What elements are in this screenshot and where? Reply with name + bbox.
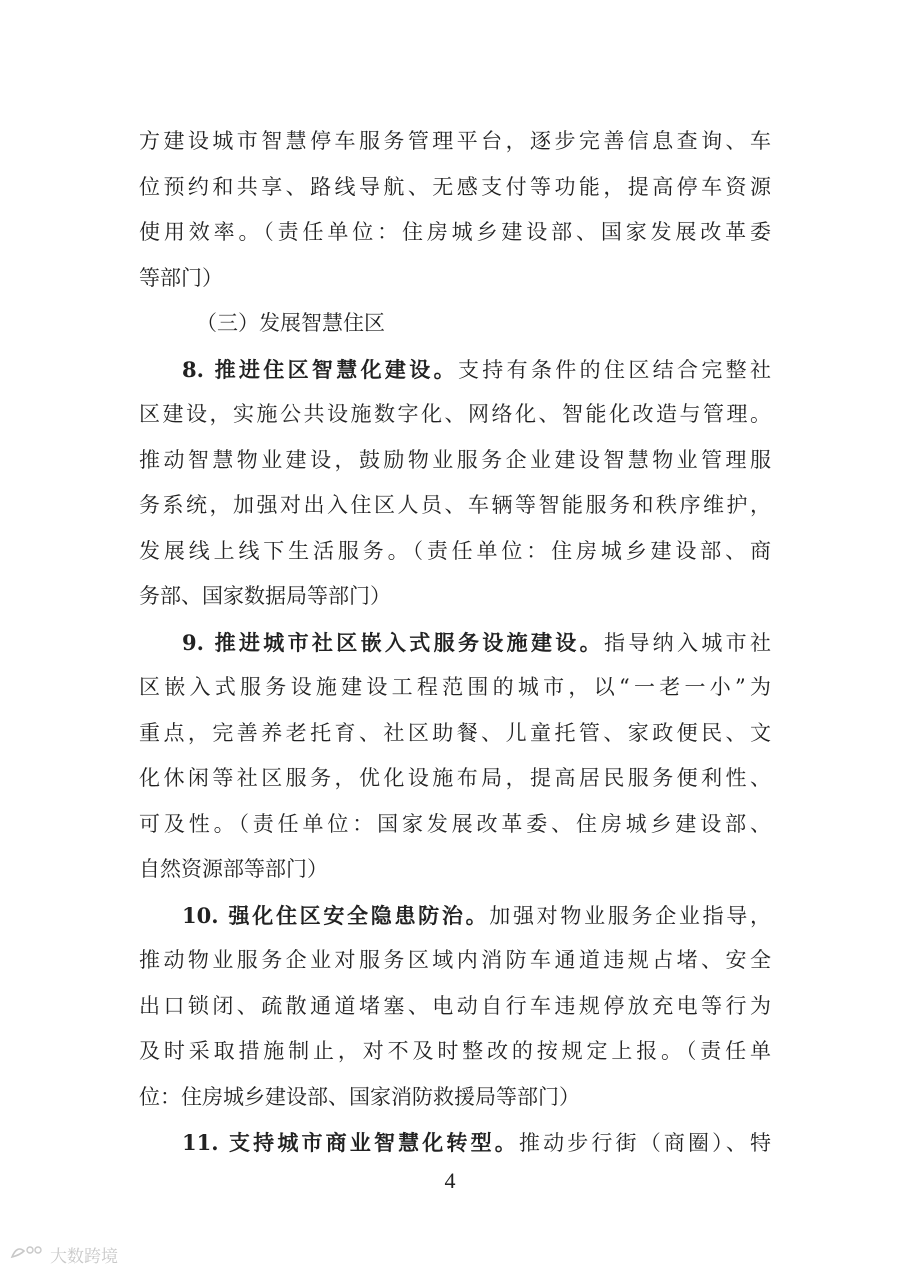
item-title: 9. 推进城市社区嵌入式服务设施建设。	[182, 629, 604, 655]
text-line: 务部、国家数据局等部门）	[139, 584, 391, 608]
paragraph-first-line	[139, 620, 771, 666]
watermark	[10, 1242, 118, 1267]
text-line: 出口锁闭、疏散通道堵塞、电动自行车违规停放充电等行为	[139, 993, 771, 1018]
item-title: 10. 强化住区安全隐患防治。	[182, 902, 490, 928]
item-title: 8. 推进住区智慧化建设。	[182, 356, 458, 382]
brand-logo-icon	[10, 1243, 44, 1266]
text-line: 可及性。（责任单位：国家发展改革委、住房城乡建设部、	[139, 811, 771, 836]
section-heading: （三）发展智慧住区	[196, 311, 385, 335]
text-run: 支持有条件的住区结合完整社	[457, 357, 772, 382]
text-run: 推动步行街（商圈）、特	[518, 1131, 771, 1155]
text-line: 使用效率。（责任单位：住房城乡建设部、国家发展改革委	[139, 220, 771, 244]
watermark-text: 大数跨境	[50, 1247, 118, 1267]
text-run: 加强对物业服务企业指导，	[489, 903, 771, 928]
document-body	[139, 119, 771, 1166]
text-line: 区嵌入式服务设施建设工程范围的城市，以“一老一小”为	[139, 675, 771, 699]
text-line: 化休闲等社区服务，优化设施布局，提高居民服务便利性、	[139, 766, 771, 790]
text-line: 务系统，加强对出入住区人员、车辆等智能服务和秩序维护，	[139, 493, 771, 517]
text-line: 位：住房城乡建设部、国家消防救援局等部门）	[139, 1084, 580, 1109]
page-number: 4	[444, 1168, 456, 1193]
item-title: 11. 支持城市商业智慧化转型。	[182, 1130, 519, 1155]
text-line: 自然资源部等部门）	[139, 857, 328, 881]
text-line: 发展线上线下生活服务。（责任单位：住房城乡建设部、商	[139, 538, 771, 563]
text-line: 重点，完善养老托育、社区助餐、儿童托管、家政便民、文	[139, 720, 771, 745]
text-line: 及时采取措施制止，对不及时整改的按规定上报。（责任单	[139, 1039, 771, 1063]
text-line: 方建设城市智慧停车服务管理平台，逐步完善信息查询、车	[139, 129, 771, 153]
text-line: 区建设，实施公共设施数字化、网络化、智能化改造与管理。	[139, 402, 771, 426]
text-line: 等部门）	[139, 265, 223, 290]
text-run: 指导纳入城市社	[603, 630, 772, 655]
text-line: 位预约和共享、路线导航、无感支付等功能，提高停车资源	[139, 174, 771, 199]
paragraph-first-line	[139, 347, 771, 393]
paragraph-first-line	[139, 1120, 771, 1166]
paragraph-first-line	[139, 893, 771, 939]
text-line: 推动物业服务企业对服务区域内消防车通道违规占堵、安全	[139, 948, 771, 972]
text-line: 推动智慧物业建设，鼓励物业服务企业建设智慧物业管理服	[139, 447, 771, 472]
